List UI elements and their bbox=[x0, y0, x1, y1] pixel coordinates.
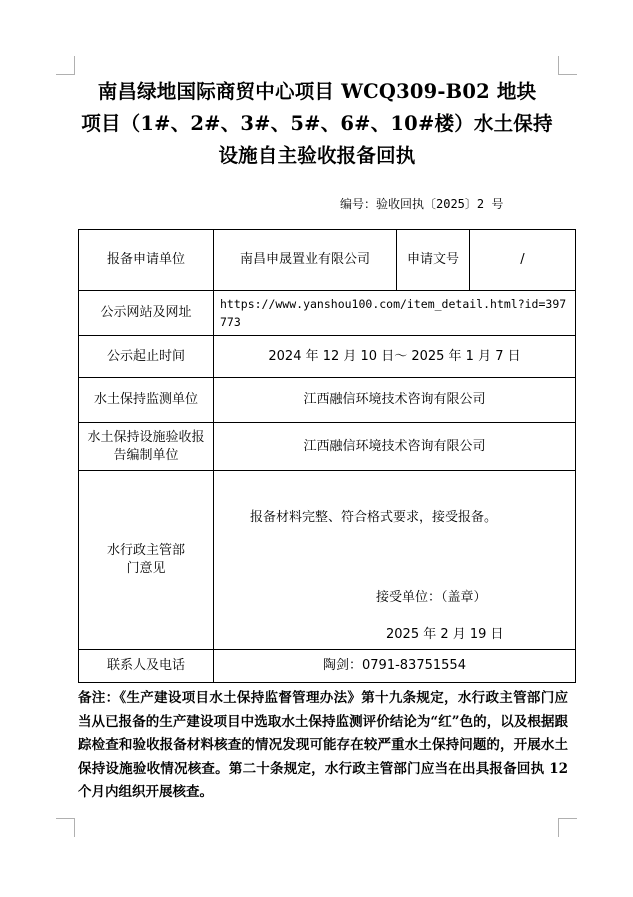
website-label: 公示网站及网址 bbox=[79, 291, 214, 336]
table-row-applicant bbox=[79, 230, 576, 291]
period-value: 2024 年 12 月 10 日～ 2025 年 1 月 7 日 bbox=[214, 336, 576, 378]
table-row-contact bbox=[79, 650, 576, 683]
table-row-website bbox=[79, 291, 576, 336]
period-label: 公示起止时间 bbox=[79, 336, 214, 378]
opinion-cell bbox=[214, 471, 576, 650]
opinion-label: 水行政主管部门意见 bbox=[79, 471, 214, 650]
opinion-text: 报备材料完整、符合格式要求，接受报备。 bbox=[250, 510, 498, 525]
table-row-monitor bbox=[79, 378, 576, 423]
monitor-value: 江西融信环境技术咨询有限公司 bbox=[214, 378, 576, 423]
title-line-2: 项目（1#、2#、3#、5#、6#、10#楼）水土保持 bbox=[81, 112, 553, 135]
title-line-3: 设施自主验收报备回执 bbox=[218, 144, 416, 167]
crop-mark-top-right bbox=[558, 56, 577, 75]
applicant-value: 南昌申晟置业有限公司 bbox=[214, 230, 397, 291]
document-title bbox=[62, 76, 572, 172]
table-row-period bbox=[79, 336, 576, 378]
report-label: 水土保持设施验收报告编制单位 bbox=[79, 423, 214, 471]
filing-receipt-table bbox=[78, 229, 576, 683]
opinion-date: 2025 年 2 月 19 日 bbox=[386, 627, 504, 642]
applicant-label: 报备申请单位 bbox=[79, 230, 214, 291]
contact-value: 陶剑：0791-83751554 bbox=[214, 650, 576, 683]
website-url: https://www.yanshou100.com/item_detail.html?id=397773 bbox=[214, 291, 576, 336]
crop-mark-bottom-right bbox=[558, 818, 577, 837]
crop-mark-bottom-left bbox=[56, 818, 75, 837]
table-row-opinion bbox=[79, 471, 576, 650]
contact-label: 联系人及电话 bbox=[79, 650, 214, 683]
report-value: 江西融信环境技术咨询有限公司 bbox=[214, 423, 576, 471]
title-line-1: 南昌绿地国际商贸中心项目 WCQ309-B02 地块 bbox=[97, 80, 537, 103]
crop-mark-top-left bbox=[56, 56, 75, 75]
docno-label: 申请文号 bbox=[397, 230, 470, 291]
opinion-unit: 接受单位：（盖章） bbox=[376, 590, 487, 605]
monitor-label: 水土保持监测单位 bbox=[79, 378, 214, 423]
docno-value: / bbox=[470, 230, 576, 291]
table-row-report bbox=[79, 423, 576, 471]
footnote: 备注：《生产建设项目水土保持监督管理办法》第十九条规定，水行政主管部门应当从已报备的生产建设项目中选取水土保持监测评价结论为“红”色的，以及根据跟踪检查和验收报备材料核查的情况发现可能存在较严重水土保持问题的，开展水土保持设施验收情况核查。第二十条规定，水行政主管部门应当在出具报备回执 12 个月内组织开展核查。 bbox=[78, 690, 568, 800]
document-number: 编号：验收回执〔2025〕2 号 bbox=[340, 197, 504, 211]
